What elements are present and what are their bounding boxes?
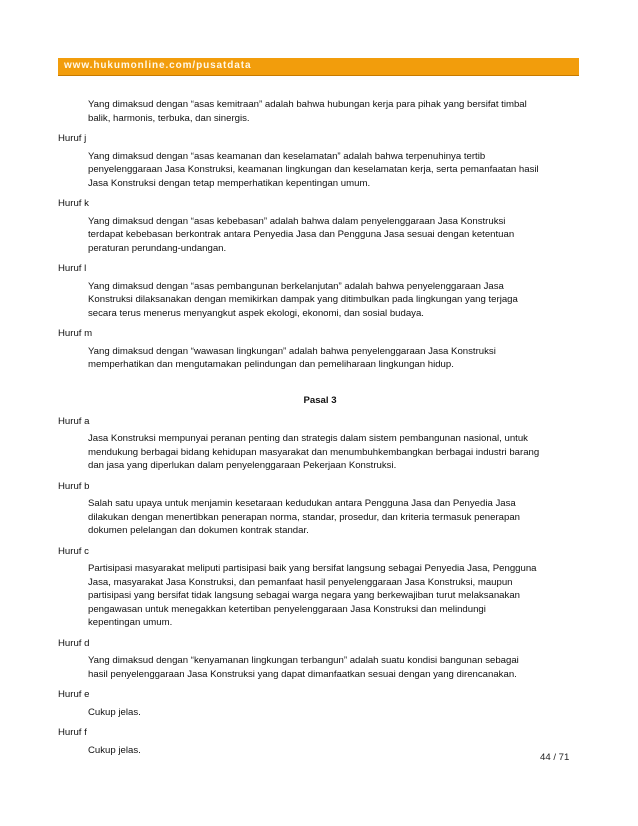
intro-paragraph: Yang dimaksud dengan “asas kemitraan” adalah bahwa hubungan kerja para pihak yang bersifat timbal balik, harmonis, terbuka, dan sinergis. bbox=[88, 99, 527, 124]
item-label-b: Huruf b bbox=[58, 480, 90, 492]
item-label-m: Huruf m bbox=[58, 328, 93, 339]
item-label-a: Huruf a bbox=[58, 415, 90, 427]
item-text-a: Jasa Konstruksi mempunyai peranan penting dan strategis dalam sistem pembangunan nasional, untuk mendukung berbagai bidang kehidupan masyarakat dan menumbuhkembangkan berbagai industri barang dan jasa yang diperlukan dalam penyelenggaraan Pekerjaan Konstruksi. bbox=[88, 433, 540, 471]
item-label-e: Huruf e bbox=[58, 689, 90, 700]
item-label-k: Huruf k bbox=[58, 198, 89, 209]
item-label-c: Huruf c bbox=[58, 545, 89, 557]
item-text-d: Yang dimaksud dengan “kenyamanan lingkungan terbangun” adalah suatu kondisi bangunan sebagai hasil penyelenggaraan Jasa Konstruksi yang dapat dimanfaatkan sesuai dengan yang direncanakan. bbox=[88, 655, 519, 680]
item-text-c: Partisipasi masyarakat meliputi partisipasi baik yang bersifat langsung sebagai Penyedia Jasa, Pengguna Jasa, masyarakat Jasa Konstruksi, dan pemanfaat hasil penyelenggaraan Jasa Konstruksi, maupun partisipasi yang bersifat tidak langsung sebagai warga negara yang berkewajiban turut melaksanakan pengawasan untuk menegakkan ketertiban penyelenggaraan Jasa Konstruksi dan melindungi kepentingan umum. bbox=[88, 563, 537, 628]
item-text-m: Yang dimaksud dengan “wawasan lingkungan” adalah bahwa penyelenggaraan Jasa Konstruksi memperhatikan dan mengutamakan pelindungan dan pemeliharaan lingkungan hidup. bbox=[88, 345, 496, 370]
item-text-k: Yang dimaksud dengan “asas kebebasan” adalah bahwa dalam penyelenggaraan Jasa Konstruksi terdapat kebebasan berkontrak antara Penyedia Jasa dan Pengguna Jasa sesuai dengan ketentuan peraturan perundang-undangan. bbox=[88, 215, 515, 254]
header-banner bbox=[58, 58, 579, 76]
item-text-e: Cukup jelas. bbox=[88, 706, 141, 718]
item-label-f: Huruf f bbox=[58, 727, 87, 738]
item-label-l: Huruf l bbox=[58, 263, 87, 274]
item-text-b: Salah satu upaya untuk menjamin kesetaraan kedudukan antara Pengguna Jasa dan Penyedia Jasa dilakukan dengan menertibkan penerapan norma, standar, prosedur, dan kriteria termasuk penerapan dokumen pelelangan dan dokumen kontrak standar. bbox=[88, 498, 520, 536]
section-heading: Pasal 3 bbox=[303, 394, 337, 406]
document-body bbox=[58, 98, 582, 757]
item-label-d: Huruf d bbox=[58, 637, 90, 649]
item-text-l: Yang dimaksud dengan “asas pembangunan berkelanjutan” adalah bahwa penyelenggaraan Jasa Konstruksi dilaksanakan dengan memikirkan dampak yang ditimbulkan pada lingkungan yang terjaga secara terus menerus menyangkut aspek ekologi, ekonomi, dan sosial budaya. bbox=[88, 280, 518, 319]
item-text-f: Cukup jelas. bbox=[88, 744, 141, 756]
page-number: 44 / 71 bbox=[540, 752, 570, 763]
item-label-j: Huruf j bbox=[58, 133, 87, 144]
item-text-j: Yang dimaksud dengan “asas keamanan dan keselamatan” adalah bahwa terpenuhinya tertib penyelenggaraan Jasa Konstruksi, keamanan lingkungan dan keselamatan kerja, serta pemanfaatan hasil Jasa Konstruksi dengan tetap memperhatikan kepentingan umum. bbox=[88, 150, 539, 189]
source-url[interactable]: www.hukumonline.com/pusatdata bbox=[64, 60, 252, 71]
